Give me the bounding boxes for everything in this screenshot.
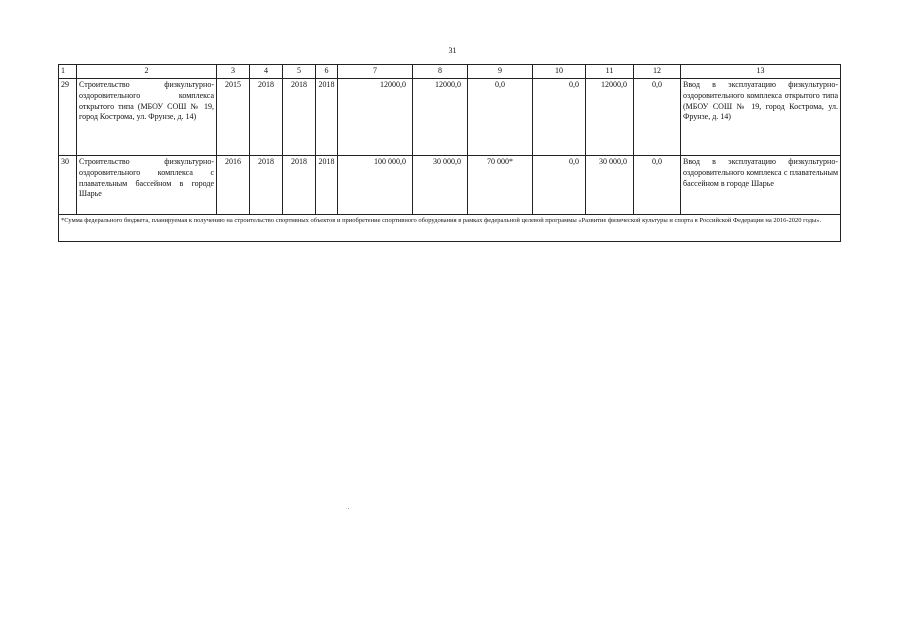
row-number: 30 [59,156,77,215]
cell-col4: 2018 [250,156,283,215]
table-row [59,156,841,215]
cell-col10: 0,0 [533,156,586,215]
cell-col5: 2018 [283,79,316,156]
cell-col9: 70 000* [468,156,533,215]
cell-col3: 2016 [217,156,250,215]
expected-result: Ввод в эксплуатацию физкультурно-оздоровительного комплекса с плавательным бассейном в городе Шарье [681,156,841,215]
header-cell: 13 [681,65,841,79]
footnote: *Сумма федерального бюджета, планируемая к получению на строительство спортивных объектов и приобретение спортивного оборудования в рамках федеральной целевой программы «Развитие физической культуры и спорта в Российской Федерации на 2016-2020 годы». [59,215,841,242]
program-table [58,64,841,242]
header-cell: 8 [413,65,468,79]
cell-col12: 0,0 [634,79,681,156]
header-cell: 7 [338,65,413,79]
header-cell: 10 [533,65,586,79]
cell-col12: 0,0 [634,156,681,215]
cell-col6: 2018 [316,79,338,156]
cell-col7: 12000,0 [338,79,413,156]
cell-col10: 0,0 [533,79,586,156]
header-cell: 1 [59,65,77,79]
header-cell: 12 [634,65,681,79]
header-cell: 6 [316,65,338,79]
cell-col11: 30 000,0 [586,156,634,215]
cell-col9: 0,0 [468,79,533,156]
header-row [59,65,841,79]
cell-col7: 100 000,0 [338,156,413,215]
header-cell: 4 [250,65,283,79]
cell-col8: 12000,0 [413,79,468,156]
cell-col4: 2018 [250,79,283,156]
expected-result: Ввод в эксплуатацию физкультурно-оздоровительного комплекса открытого типа (МБОУ СОШ № 19, город Кострома, ул. Фрунзе, д. 14) [681,79,841,156]
row-number: 29 [59,79,77,156]
object-name: Строительство физкультурно-оздоровительного комплекса с плавательным бассейном в городе Шарье [77,156,217,215]
header-cell: 11 [586,65,634,79]
footnote-row [59,215,841,242]
header-cell: 2 [77,65,217,79]
cell-col11: 12000,0 [586,79,634,156]
object-name: Строительство физкультурно-оздоровительного комплекса открытого типа (МБОУ СОШ № 19, город Кострома, ул. Фрунзе, д. 14) [77,79,217,156]
table-row [59,79,841,156]
header-cell: 9 [468,65,533,79]
scan-speck [348,508,349,509]
header-cell: 3 [217,65,250,79]
cell-col8: 30 000,0 [413,156,468,215]
cell-col3: 2015 [217,79,250,156]
cell-col5: 2018 [283,156,316,215]
page-number: 31 [448,46,457,55]
header-cell: 5 [283,65,316,79]
cell-col6: 2018 [316,156,338,215]
